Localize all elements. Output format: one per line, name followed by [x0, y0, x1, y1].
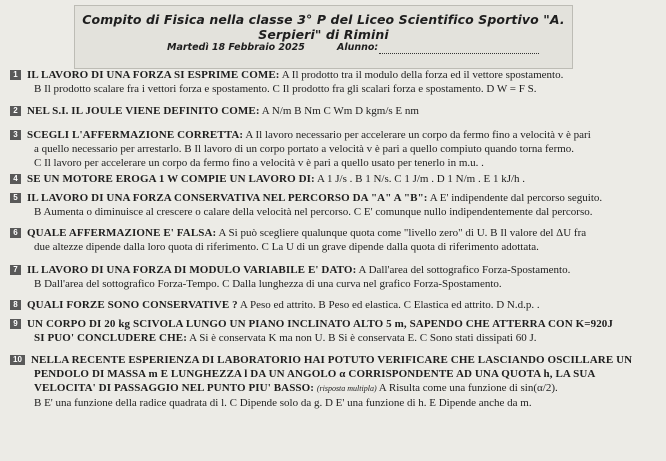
question-note: (risposta multipla)	[316, 384, 377, 393]
worksheet-title: Compito di Fisica nella classe 3° P del Liceo Scientifico Sportivo "A. Serpieri" di Rimini	[82, 12, 565, 42]
answer-options: B Aumenta o diminuisce al crescere o calare della velocità nel percorso. C E' comunque nullo indipendentemente dal percorso.	[34, 206, 593, 218]
answer-options: B Il prodotto scalare fra i vettori forza e spostamento. C Il prodotto fra gli scalari forza e spostamento. D W = F S.	[34, 83, 537, 95]
question-line	[10, 142, 591, 156]
answer-options: B E' una funzione della radice quadrata di l. C Dipende solo da g. D E' una funzione di h. E Dipende anche da m.	[34, 397, 532, 409]
question-text: QUALE AFFERMAZIONE E' FALSA:	[27, 227, 217, 239]
answer-options: C Il lavoro per accelerare un corpo da fermo fino a velocità v è pari a quello usato per tenerlo in m.u. .	[34, 157, 484, 169]
student-name-line	[379, 53, 539, 54]
question-text: NELLA RECENTE ESPERIENZA DI LABORATORIO HAI POTUTO VERIFICARE CHE LASCIANDO OSCILLARE UN	[31, 354, 633, 366]
answer-options: A Si è conservata K ma non U. B Si è conservata E. C Sono stati dissipati 60 J.	[189, 332, 537, 344]
worksheet-header	[74, 5, 573, 69]
question-line	[10, 128, 591, 142]
question-text: IL LAVORO DI UNA FORZA DI MODULO VARIABILE E' DATO:	[27, 264, 357, 276]
question-number: 6	[10, 228, 21, 238]
question-number: 7	[10, 265, 21, 275]
question-text: SCEGLI L'AFFERMAZIONE CORRETTA:	[27, 129, 244, 141]
answer-options: A Dall'area del sottografico Forza-Spostamento.	[358, 264, 571, 276]
answer-options: A E' indipendente dal percorso seguito.	[429, 192, 603, 204]
answer-options: a quello necessario per arrestarlo. B Il lavoro di un corpo portato a velocità v è pari a quello compiuto quando torna fermo.	[34, 143, 575, 155]
question-line	[10, 367, 632, 381]
question-3	[10, 128, 591, 170]
question-number: 10	[10, 355, 25, 365]
question-line	[10, 226, 586, 240]
question-7	[10, 263, 570, 291]
answer-options: A Peso ed attrito. B Peso ed elastica. C Elastica ed attrito. D N.d.p. .	[239, 299, 540, 311]
answer-options: A 1 J/s . B 1 N/s. C 1 J/m . D 1 N/m . E 1 kJ/h .	[316, 173, 526, 185]
question-text: PENDOLO DI MASSA m E LUNGHEZZA l DA UN ANGOLO α CORRISPONDENTE AD UNA QUOTA h, LA SUA	[34, 368, 596, 380]
answer-options: A Risulta come una funzione di sin(α/2).	[378, 382, 558, 394]
answer-options: due altezze dipende dalla loro quota di riferimento. C La U di un grave dipende dalla quota di riferimento adottata.	[34, 241, 539, 253]
student-label: Alunno:	[337, 42, 379, 53]
question-4	[10, 172, 525, 186]
question-number: 2	[10, 106, 21, 116]
question-text: QUALI FORZE SONO CONSERVATIVE ?	[27, 299, 238, 311]
question-8	[10, 298, 540, 312]
question-line	[10, 205, 602, 219]
answer-options: A Il lavoro necessario per accelerare un corpo da fermo fino a velocità v è pari	[245, 129, 591, 141]
question-line	[10, 396, 632, 410]
question-number: 3	[10, 130, 21, 140]
question-10	[10, 353, 632, 410]
question-number: 5	[10, 193, 21, 203]
question-2	[10, 104, 419, 118]
question-line	[10, 331, 613, 345]
question-text: SE UN MOTORE EROGA 1 W COMPIE UN LAVORO DI:	[27, 173, 315, 185]
question-number: 8	[10, 300, 21, 310]
question-line	[10, 381, 632, 396]
question-text: IL LAVORO DI UNA FORZA SI ESPRIME COME:	[27, 69, 280, 81]
question-number: 9	[10, 319, 21, 329]
question-5	[10, 191, 602, 219]
question-line	[10, 156, 591, 170]
question-line	[10, 172, 525, 186]
question-line	[10, 240, 586, 254]
answer-options: A N/m B Nm C Wm D kgm/s E nm	[261, 105, 419, 117]
answer-options: A Il prodotto tra il modulo della forza ed il vettore spostamento.	[281, 69, 564, 81]
question-line	[10, 191, 602, 205]
question-9	[10, 317, 613, 345]
question-line	[10, 68, 563, 82]
question-text: VELOCITA' DI PASSAGGIO NEL PUNTO PIU' BASSO:	[34, 382, 315, 394]
question-number: 1	[10, 70, 21, 80]
question-text: NEL S.I. IL JOULE VIENE DEFINITO COME:	[27, 105, 260, 117]
answer-options: B Dall'area del sottografico Forza-Tempo. C Dalla lunghezza di una curva nel grafico Forza-Spostamento.	[34, 278, 502, 290]
question-line	[10, 353, 632, 367]
question-line	[10, 317, 613, 331]
question-line	[10, 82, 563, 96]
question-line	[10, 104, 419, 118]
question-6	[10, 226, 586, 254]
question-text: UN CORPO DI 20 kg SCIVOLA LUNGO UN PIANO INCLINATO ALTO 5 m, SAPENDO CHE ATTERRA CON K=920J	[27, 318, 614, 330]
question-1	[10, 68, 563, 96]
question-line	[10, 277, 570, 291]
question-text: SI PUO' CONCLUDERE CHE:	[34, 332, 187, 344]
question-line	[10, 263, 570, 277]
question-number: 4	[10, 174, 21, 184]
exam-date: Martedì 18 Febbraio 2025	[167, 42, 305, 53]
question-line	[10, 298, 540, 312]
answer-options: A Si può scegliere qualunque quota come "livello zero" di U. B Il valore del ΔU fra	[218, 227, 587, 239]
question-text: IL LAVORO DI UNA FORZA CONSERVATIVA NEL PERCORSO DA "A" A "B":	[27, 192, 428, 204]
